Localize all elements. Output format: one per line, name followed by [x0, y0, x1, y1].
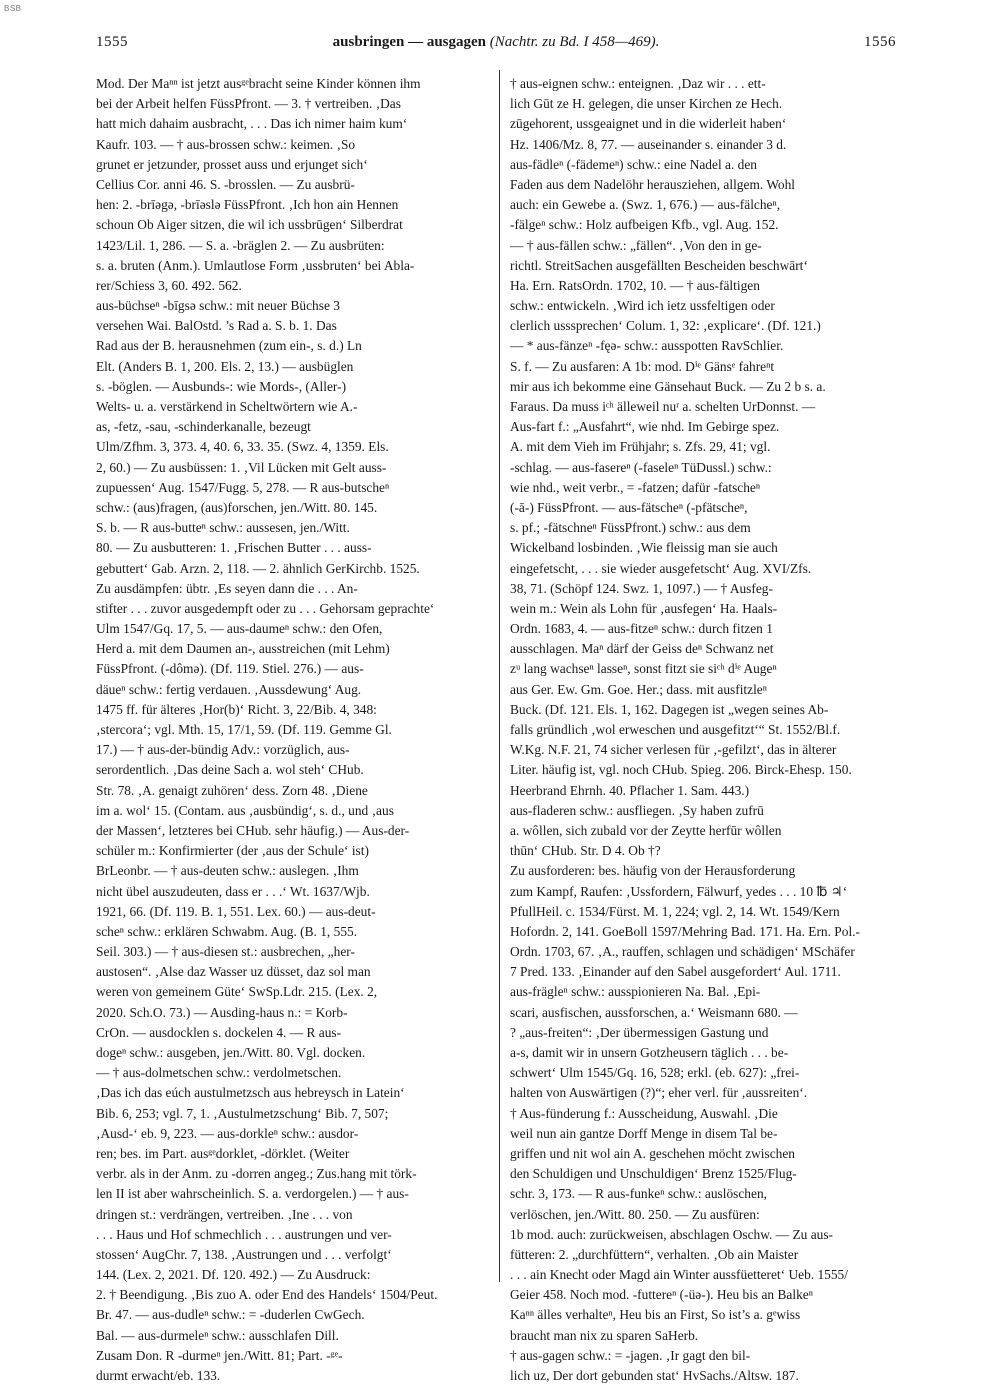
text-line: PfullHeil. c. 1534/Fürst. M. 1, 224; vgl. 2, 14. Wt. 1549/Kern	[510, 903, 840, 919]
text-line: Mod. Der Maⁿⁿ ist jetzt ausᵍᵉbracht seine Kinder können ihm	[96, 76, 421, 91]
text-line: -schlag. — aus-fasereⁿ (-faseleⁿ TüDussl.) schw.:	[510, 459, 772, 475]
text-line: s. pf.; -fätschneⁿ FüssPfront.) schw.: aus dem	[510, 520, 751, 536]
text-line: schwert‘ Ulm 1545/Gq. 16, 528; erkl. (eb. 627): „frei-	[510, 1065, 800, 1081]
text-line: Rad aus der B. herausnehmen (zum ein-, s. d.) Ln	[96, 338, 362, 354]
text-line: dringen st.: verdrängen, vertreiben. ‚Ine . . . von	[96, 1206, 353, 1222]
text-line: serordentlich. ‚Das deine Sach a. wol steh‘ CHub.	[96, 762, 364, 778]
text-line: clerlich usssprechen‘ Colum. 1, 32: ‚explicare‘. (Df. 121.)	[510, 318, 821, 334]
text-line: s. -böglen. — Ausbunds-: wie Mords-, (Aller-)	[96, 378, 347, 394]
text-line: CrOn. — ausdocklen s. dockelen 4. — R aus-	[96, 1024, 342, 1040]
text-line: zᵘ lang wachseⁿ lasseⁿ, sonst fitzt sie siᶜʰ dⁱᵉ Augeⁿ	[510, 661, 777, 677]
text-line: Faraus. Da muss iᶜʰ älleweil nuʳ a. schelten UrDonnst. —	[510, 399, 816, 414]
text-line: . . . Haus und Hof schmechlich . . . austrungen und ver-	[96, 1226, 392, 1242]
page-number-right: 1556	[864, 34, 896, 50]
text-line: dogeⁿ schw.: ausgeben, jen./Witt. 80. Vgl. docken.	[96, 1045, 366, 1060]
text-line: scheⁿ schw.: erklären Schwabm. Aug. (B. 1, 555.	[96, 923, 358, 939]
text-line: ‚stercora‘; vgl. Mth. 15, 17/1, 59. (Df. 119. Gemme Gl.	[96, 722, 392, 737]
text-line: eingefetscht, . . . sie wieder ausgefetscht‘ Aug. XVI/Zfs.	[510, 560, 812, 576]
text-line: † aus-gagen schw.: = -jagen. ‚Ir gagt den bil-	[510, 1347, 751, 1363]
text-line: thūn‘ CHub. Str. D 4. Ob †?	[510, 843, 661, 859]
left-column	[96, 74, 484, 1386]
text-line: lich Gūt ze H. gelegen, die unser Kirchen ze Hech.	[510, 96, 783, 112]
text-line: rer/Schiess 3, 60. 492. 562.	[96, 277, 242, 293]
text-line: fütteren: 2. „durchfüttern“, verhalten. ‚Ob ain Maister	[510, 1246, 799, 1262]
text-line: — † aus-dolmetschen schw.: verdolmetschen.	[96, 1065, 342, 1081]
text-line: ? „aus-freiten“: ‚Der übermessigen Gastung und	[510, 1024, 769, 1040]
text-line: verlöschen, jen./Witt. 80. 250. — Zu ausfüren:	[510, 1206, 760, 1222]
text-line: schr. 3, 173. — R aus-funkeⁿ schw.: auslöschen,	[510, 1186, 767, 1202]
text-line: Buck. (Df. 121. Els. 1, 162. Dagegen ist „wegen seines Ab-	[510, 701, 829, 717]
text-line: schüler m.: Konfirmierter (der ‚aus der Schule‘ ist)	[96, 843, 369, 859]
text-line: ren; bes. im Part. ausᵍᵉdorklet, -dörklet. (Weiter	[96, 1145, 350, 1161]
text-line: Ulm/Zfhm. 3, 373. 4, 40. 6, 33. 35. (Swz. 4, 1359. Els.	[96, 439, 389, 455]
text-line: mir aus ich bekomme eine Gänsehaut Buck. — Zu 2 b s. a.	[510, 378, 826, 394]
text-line: Hz. 1406/Mz. 8, 77. — auseinander s. einander 3 d.	[510, 136, 787, 152]
text-line: schw.: (aus)fragen, (aus)forschen, jen./Witt. 80. 145.	[96, 499, 378, 515]
text-line: braucht man nix zu sparen SaHerb.	[510, 1327, 699, 1343]
text-line: . . . ain Knecht oder Magd ain Winter aussfüetteret‘ Ueb. 1555/	[510, 1267, 848, 1283]
text-line: Br. 47. — aus-dudleⁿ schw.: = -duderlen CwGech.	[96, 1307, 365, 1323]
text-line: Zu ausdämpfen: übtr. ‚Es seyen dann die . . . An-	[96, 580, 358, 596]
text-line: Elt. (Anders B. 1, 200. Els. 2, 13.) — ausbüglen	[96, 358, 354, 374]
text-line: weil nun ain gantze Dorff Menge in disem Tal be-	[510, 1125, 778, 1141]
text-line: 17.) — † aus-der-bündig Adv.: vorzüglich, aus-	[96, 742, 350, 758]
text-line: len II ist aber wahrscheinlich. S. a. verdorgelen.) — † aus-	[96, 1186, 409, 1202]
text-line: den Schuldigen und Unschuldigen‘ Brenz 1525/Flug-	[510, 1166, 797, 1182]
headword-range: ausbringen — ausgagen	[332, 34, 487, 50]
text-line: verbr. als in der Anm. zu -dorren angeg.; Zus.hang mit törk-	[96, 1166, 417, 1182]
text-line: 2, 60.) — Zu ausbüssen: 1. ‚Vil Lücken mit Gelt auss-	[96, 459, 387, 475]
text-line: grunet er jetzunder, prosset auss und erjunget sich‘	[96, 156, 368, 172]
text-line: Bal. — aus-durmeleⁿ schw.: ausschlafen Dill.	[96, 1327, 339, 1343]
text-line: Faden aus dem Nadelöhr herausziehen, allgem. Wohl	[510, 176, 795, 192]
text-line: aus-frägleⁿ schw.: ausspionieren Na. Bal. ‚Epi-	[510, 984, 761, 1000]
text-line: stossen‘ AugChr. 7, 138. ‚Austrungen und . . . verfolgt‘	[96, 1246, 392, 1262]
text-line: schoun Ob Aiger sitzen, die wil ich ussbrūgen‘ Silberdrat	[96, 217, 403, 233]
text-line: Kaufr. 103. — † aus-brossen schw.: keimen. ‚So	[96, 136, 356, 152]
text-line: richtl. StreitSachen ausgefällten Bescheiden beschwārt‘	[510, 257, 808, 273]
text-line: FüssPfront. (-dômə). (Df. 119. Stiel. 276.) — aus-	[96, 661, 364, 677]
text-line: schw.: entwickeln. ‚Wird ich ietz ussfeltigen oder	[510, 298, 775, 314]
text-line: 1921, 66. (Df. 119. B. 1, 551. Lex. 60.) — aus-deut-	[96, 903, 376, 919]
text-line: 7 Pred. 133. ‚Einander auf den Sabel ausgefordert‘ Aul. 1711.	[510, 964, 841, 980]
text-line: däueⁿ schw.: fertig verdauen. ‚Aussdewung‘ Aug.	[96, 681, 362, 697]
text-line: — * aus-fänzeⁿ -fęə- schw.: ausspotten RavSchlier.	[510, 338, 784, 354]
text-line: durmt erwacht/eb. 133.	[96, 1368, 221, 1383]
text-line: s. a. bruten (Anm.). Umlautlose Form ‚ussbruten‘ bei Abla-	[96, 257, 415, 273]
right-column	[510, 74, 898, 1386]
text-line: aus-fladeren schw.: ausfliegen. ‚Sy haben zufrū	[510, 802, 764, 818]
text-line: Liter. häufig ist, vgl. noch CHub. Spieg. 206. Birck-Ehesp. 150.	[510, 762, 852, 778]
text-line: 144. (Lex. 2, 2021. Df. 120. 492.) — Zu Ausdruck:	[96, 1267, 371, 1283]
text-line: scari, ausfischen, aussforschen, a.‘ Weismann 680. —	[510, 1004, 798, 1020]
text-line: † Aus-fünderung f.: Ausscheidung, Auswahl. ‚Die	[510, 1105, 778, 1121]
text-line: der Massen‘, letzteres bei CHub. sehr häufig.) — Aus-der-	[96, 822, 410, 838]
text-line: nicht übel auszudeuten, dass er . . .‘ Wt. 1637/Wjb.	[96, 883, 370, 899]
text-line: Zu ausforderen: bes. häufig von der Herausforderung	[510, 863, 796, 879]
text-line: hen: 2. -brīəgə, -brīəslə FüssPfront. ‚Ich hon ain Hennen	[96, 197, 399, 213]
library-stamp: BSB	[4, 4, 22, 13]
text-line: Ordn. 1683, 4. — aus-fitzeⁿ schw.: durch fitzen 1	[510, 621, 773, 637]
text-line: -fälgeⁿ schw.: Holz aufbeigen Kfb., vgl. Aug. 152.	[510, 217, 779, 233]
text-line: Ulm 1547/Gq. 17, 5. — aus-daumeⁿ schw.: den Ofen,	[96, 621, 383, 637]
text-line: bei der Arbeit helfen FüssPfront. — 3. † vertreiben. ‚Das	[96, 96, 401, 112]
text-line: zūgehorent, ussgeaignet und in die widerleit haben‘	[510, 116, 787, 132]
text-line: — † aus-fällen schw.: „fällen“. ‚Von den in ge-	[510, 237, 762, 253]
text-line: W.Kg. N.F. 21, 74 sicher verlesen für ‚-gefilzt‘, das in älterer	[510, 742, 837, 758]
text-line: 1b mod. auch: zurückweisen, abschlagen Oschw. — Zu aus-	[510, 1226, 834, 1242]
text-line: Wickelband losbinden. ‚Wie fleissig man sie auch	[510, 540, 778, 556]
text-line: versehen Wai. BalOstd. ’s Rad a. S. b. 1. Das	[96, 318, 337, 334]
text-line: wein m.: Wein als Lohn für ‚ausfegen‘ Ha. Haals-	[510, 600, 778, 616]
text-line: Geier 458. Noch mod. -futtereⁿ (-üə-). Heu bis an Balkeⁿ	[510, 1287, 813, 1303]
text-line: a-s, damit wir in unsern Gotzheusern täglich . . . be-	[510, 1045, 789, 1060]
text-line: griffen und nit wol ain A. geschehen möcht zwischen	[510, 1145, 795, 1161]
text-line: Bib. 6, 253; vgl. 7, 1. ‚Austulmetzschung‘ Bib. 7, 507;	[96, 1105, 389, 1121]
text-line: ausschlagen. Maⁿ därf der Geiss deⁿ Schwanz net	[510, 641, 774, 657]
volume-reference: (Nachtr. zu Bd. I 458—469).	[489, 34, 660, 50]
text-line: Herd a. mit dem Daumen an-, ausstreichen (mit Lehm)	[96, 641, 390, 657]
text-line: Aus-fart f.: „Ausfahrt“, wie nhd. Im Gebirge spez.	[510, 419, 780, 435]
text-line: stifter . . . zuvor ausgedempft oder zu . . . Gehorsam geprachte‘	[96, 600, 435, 616]
text-line: Welts- u. a. verstärkend in Scheltwörtern wie A.-	[96, 399, 358, 414]
text-line: aus Ger. Ew. Gm. Goe. Her.; dass. mit ausfitzleⁿ	[510, 681, 767, 697]
text-line: Zusam Don. R -durmeⁿ jen./Witt. 81; Part. -ᵍᵉ-	[96, 1347, 343, 1363]
text-line: lich uz, Der dort gebunden stat‘ HvSachs./Altsw. 187.	[510, 1368, 799, 1383]
text-line: aus-büchseⁿ -bīgsə schw.: mit neuer Büchse 3	[96, 298, 340, 314]
text-line: Hofordn. 2, 141. GoeBoll 1597/Mehring Bad. 171. Ha. Ern. Pol.-	[510, 923, 860, 939]
text-line: as, -fetz, -sau, -schinderkanalle, bezeugt	[96, 419, 311, 435]
running-title	[96, 34, 896, 51]
text-line: 1423/Lil. 1, 286. — S. a. -bräglen 2. — Zu ausbrüten:	[96, 237, 385, 253]
text-line: auch: ein Gewebe a. (Swz. 1, 676.) — aus-fälcheⁿ,	[510, 197, 781, 213]
text-line: 80. — Zu ausbutteren: 1. ‚Frischen Butter . . . auss-	[96, 540, 372, 556]
text-line: Cellius Cor. anni 46. S. -brosslen. — Zu ausbrü-	[96, 176, 355, 192]
text-line: † aus-eignen schw.: enteignen. ‚Daz wir . . . ett-	[510, 76, 766, 91]
text-line: hatt mich dahaim ausbracht, . . . Das ich nimer haim kum‘	[96, 116, 408, 132]
text-line: weren von gemeinem Güte‘ SwSp.Ldr. 215. (Lex. 2,	[96, 984, 378, 1000]
page-header	[96, 34, 896, 58]
text-line: BrLeonbr. — † aus-deuten schw.: auslegen. ‚Ihm	[96, 863, 359, 879]
text-line: (-ā-) FüssPfront. — aus-fätscheⁿ (-pfätscheⁿ,	[510, 499, 748, 515]
page-number-left: 1555	[96, 34, 128, 50]
column-divider	[499, 70, 500, 1282]
text-line: wie nhd., weit verbr., = -fatzen; dafür -fatscheⁿ	[510, 479, 761, 495]
text-line: A. mit dem Vieh im Frühjahr; s. Zfs. 29, 41; vgl.	[510, 439, 771, 455]
text-line: S. b. — R aus-butteⁿ schw.: aussesen, jen./Witt.	[96, 520, 350, 536]
text-line: zum Kampf, Raufen: ‚Ussfordern, Fälwurf, yedes . . . 10 ℔ ♃‘	[510, 883, 848, 899]
text-line: a. wôllen, sich zubald vor der Zeytte herfūr wôllen	[510, 822, 782, 838]
text-line: halten von Auswärtigen (?)“; eher verl. für ‚aussreiten‘.	[510, 1085, 808, 1101]
text-line: austosen“. ‚Alse daz Wasser uz düsset, daz sol man	[96, 964, 371, 980]
text-line: Kaⁿⁿ älles verhalteⁿ, Heu bis an First, So ist’s a. gᵉwiss	[510, 1307, 801, 1323]
text-line: Ha. Ern. RatsOrdn. 1702, 10. — † aus-fältigen	[510, 277, 760, 293]
text-line: gebuttert‘ Gab. Arzn. 2, 118. — 2. ähnlich GerKirchb. 1525.	[96, 560, 420, 576]
text-line: Seil. 303.) — † aus-diesen st.: ausbrechen, „her-	[96, 944, 355, 960]
text-line: Ordn. 1703, 67. ‚A., rauffen, schlagen und schädigen‘ MSchäfer	[510, 944, 855, 960]
text-line: S. f. — Zu ausfaren: A 1b: mod. Dⁱᵉ Gänsᵉ fahreⁿt	[510, 358, 775, 374]
text-line: ‚Ausd-‘ eb. 9, 223. — aus-dorkleⁿ schw.: ausdor-	[96, 1125, 359, 1141]
text-line: im a. wol‘ 15. (Contam. aus ‚ausbündig‘, s. d., und ‚aus	[96, 802, 394, 818]
text-line: zupuessen‘ Aug. 1547/Fugg. 5, 278. — R aus-butscheⁿ	[96, 479, 390, 495]
text-line: ‚Das ich das eúch austulmetzsch aus hebreysch in Latein‘	[96, 1085, 405, 1101]
text-line: 1475 ff. für älteres ‚Hor(b)‘ Richt. 3, 22/Bib. 4, 348:	[96, 701, 377, 717]
text-line: 2. † Beendigung. ‚Bis zuo A. oder End des Handels‘ 1504/Peut.	[96, 1287, 438, 1303]
text-line: aus-fädleⁿ (-fädemeⁿ) schw.: eine Nadel a. den	[510, 156, 757, 172]
text-line: falls gründlich ‚wol erweschen und ausgefitzt‘“ St. 1552/Bl.f.	[510, 722, 841, 737]
text-line: Str. 78. ‚A. genaigt zuhören‘ dess. Zorn 48. ‚Diene	[96, 782, 368, 798]
text-line: 2020. Sch.O. 73.) — Ausding-haus n.: = Korb-	[96, 1004, 348, 1020]
text-line: Heerbrand Ehrnh. 40. Pflacher 1. Sam. 443.)	[510, 782, 750, 798]
text-line: 38, 71. (Schöpf 124. Swz. 1, 1097.) — † Ausfeg-	[510, 580, 773, 596]
